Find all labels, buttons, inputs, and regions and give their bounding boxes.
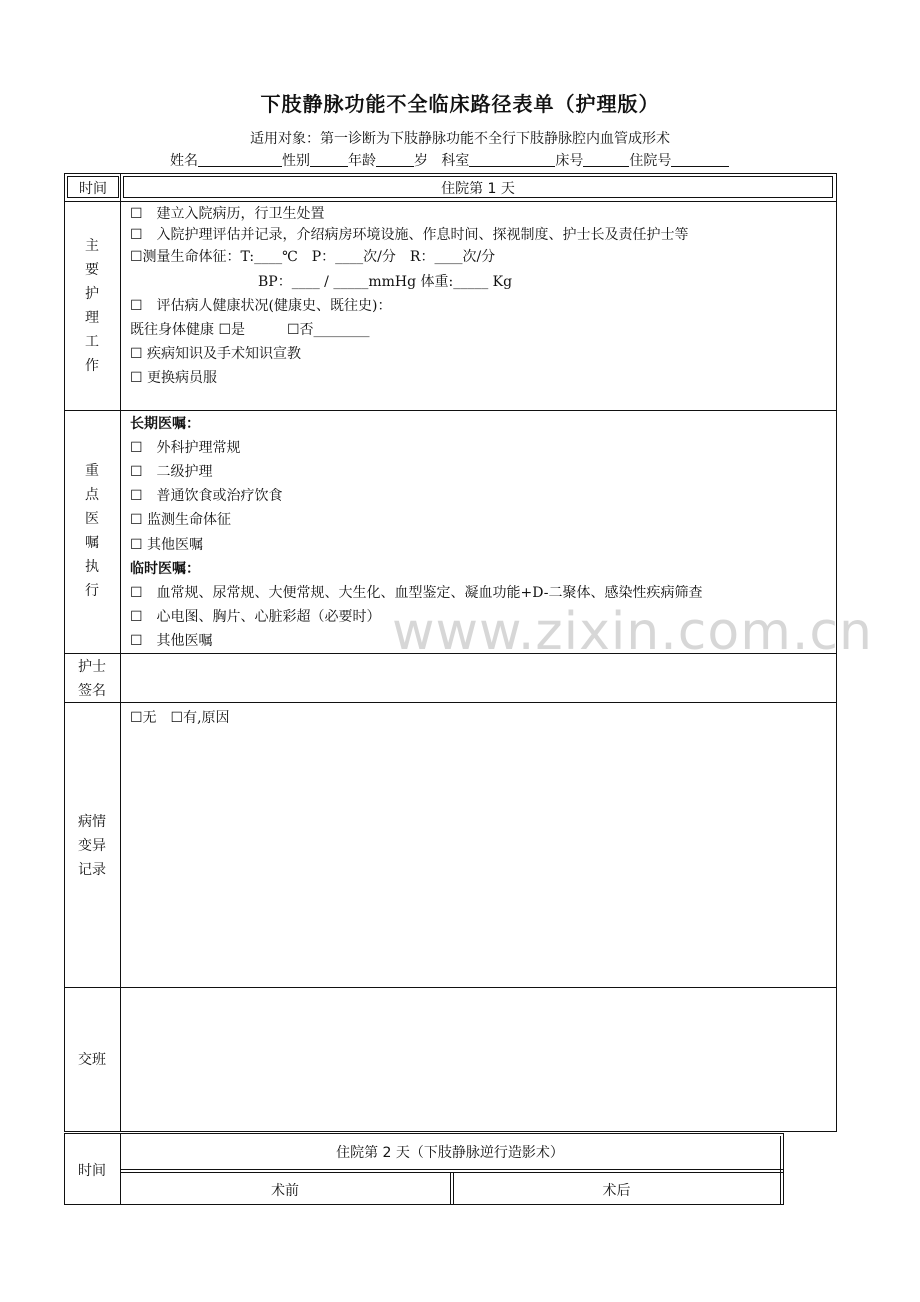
long-term-orders-title: 长期医嘱： bbox=[130, 416, 200, 432]
table2-border-right bbox=[783, 1133, 784, 1205]
admission-no-field[interactable] bbox=[671, 152, 729, 167]
table1-border-bottom bbox=[64, 1131, 837, 1132]
gender-label: 性别 bbox=[282, 153, 310, 169]
key-orders-label: 重 点 医 嘱 执 行 bbox=[85, 463, 99, 599]
temporary-order-item[interactable]: ☐ 血常规、尿常规、大便常规、大生化、血型鉴定、凝血功能+D-二聚体、感染性疾病筛查 bbox=[130, 585, 703, 601]
long-term-order-item[interactable]: ☐ 外科护理常规 bbox=[130, 440, 241, 456]
department-field[interactable] bbox=[469, 152, 555, 167]
table2-border-bottom bbox=[64, 1204, 784, 1205]
nursing-item[interactable]: ☐ 入院护理评估并记录，介绍病房环境设施、作息时间、探视制度、护士长及责任护士等 bbox=[130, 227, 689, 243]
temporary-orders-title: 临时医嘱： bbox=[130, 561, 200, 577]
applicable-subject bbox=[0, 128, 920, 148]
table2-border-top bbox=[64, 1133, 784, 1134]
patient-info-line bbox=[170, 150, 729, 170]
table1-border-top bbox=[64, 173, 837, 174]
nursing-item[interactable]: ☐ 更换病员服 bbox=[130, 370, 218, 386]
row-divider-signature bbox=[64, 702, 837, 703]
admission-no-label: 住院号 bbox=[629, 153, 672, 169]
table2-preop-postop-divider bbox=[450, 1172, 451, 1205]
handover-field[interactable] bbox=[121, 988, 836, 1131]
long-term-order-item[interactable]: ☐ 普通饮食或治疗饮食 bbox=[130, 488, 283, 504]
temporary-order-item[interactable]: ☐ 心电图、胸片、心脏彩超（必要时） bbox=[130, 609, 381, 625]
variation-record-label: 病情 变异 记录 bbox=[78, 814, 106, 878]
long-term-order-item[interactable]: ☐ 其他医嘱 bbox=[130, 537, 204, 553]
age-label: 年龄 bbox=[348, 153, 376, 169]
nursing-work-label: 主 要 护 理 工 作 bbox=[85, 238, 99, 374]
time-header-label: 时间 bbox=[79, 181, 107, 197]
nursing-item[interactable]: ☐ 建立入院病历，行卫生处置 bbox=[130, 206, 325, 222]
temporary-order-item[interactable]: ☐ 其他医嘱 bbox=[130, 633, 213, 649]
variation-options[interactable]: ☐无 ☐有,原因 bbox=[130, 710, 230, 726]
day-cell-inner-top bbox=[123, 176, 833, 177]
bed-label: 床号 bbox=[555, 153, 584, 169]
handover-label: 交班 bbox=[78, 1052, 106, 1068]
nursing-item[interactable]: ☐ 疾病知识及手术知识宣教 bbox=[130, 346, 302, 362]
applicable-prefix: 适用对象：第一诊断为 bbox=[250, 131, 390, 147]
name-field[interactable] bbox=[198, 152, 282, 167]
gender-field[interactable] bbox=[310, 152, 348, 167]
diagnosis-text: 下肢静脉功能不全 bbox=[390, 131, 502, 147]
long-term-order-item[interactable]: ☐ 监测生命体征 bbox=[130, 512, 232, 528]
procedure-text: 下肢静脉腔内血管成形术 bbox=[516, 131, 670, 147]
bp-weight-item[interactable]: BP：____ / _____mmHg 体重:_____ Kg bbox=[258, 274, 513, 290]
row-divider-nursing bbox=[64, 410, 837, 411]
table2-subrow-top bbox=[120, 1172, 783, 1173]
post-op-label: 术后 bbox=[602, 1183, 631, 1199]
watermark: www.zixin.com.cn bbox=[392, 602, 873, 662]
form-title: 下肢静脉功能不全临床路径表单（护理版） bbox=[260, 92, 660, 116]
vital-signs-item[interactable]: ☐测量生命体征：T:____℃ P：____次/分 R：____次/分 bbox=[130, 249, 496, 265]
long-term-order-item[interactable]: ☐ 二级护理 bbox=[130, 464, 213, 480]
bed-field[interactable] bbox=[583, 152, 629, 167]
table2-day-row-bottom bbox=[120, 1169, 783, 1170]
age-unit: 岁 bbox=[414, 153, 428, 169]
table2-inner-right bbox=[780, 1136, 781, 1205]
time-cell-inner-top bbox=[67, 176, 119, 177]
name-label: 姓名 bbox=[170, 153, 198, 169]
day2-header-label: 住院第 2 天（下肢静脉逆行造影术） bbox=[336, 1145, 564, 1161]
row-divider-header bbox=[64, 201, 837, 202]
day1-header-label: 住院第 1 天 bbox=[441, 181, 515, 197]
pre-op-label: 术前 bbox=[271, 1183, 299, 1199]
applicable-middle: 行 bbox=[502, 131, 516, 147]
day2-time-label: 时间 bbox=[78, 1163, 106, 1179]
health-history-item[interactable]: 既往身体健康 ☐是 ☐否________ bbox=[130, 322, 370, 338]
department-label: 科室 bbox=[441, 153, 470, 169]
age-field[interactable] bbox=[376, 152, 414, 167]
nursing-item[interactable]: ☐ 评估病人健康状况(健康史、既往史)： bbox=[130, 298, 392, 314]
nurse-signature-label: 护士 签名 bbox=[78, 659, 106, 699]
